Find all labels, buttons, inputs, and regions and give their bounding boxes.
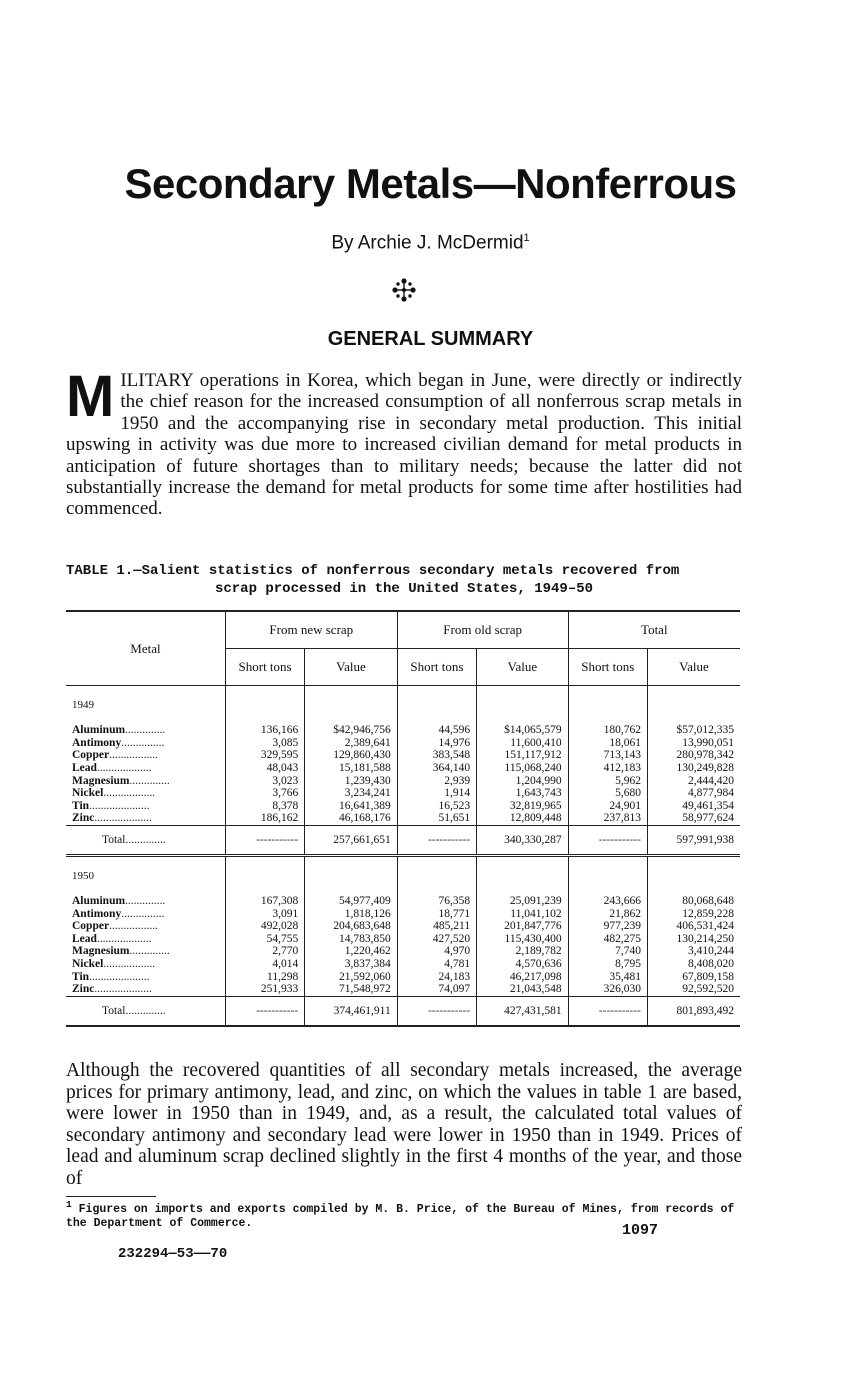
metal-name: Tin (72, 970, 90, 983)
dash-cell: ----------- (397, 996, 476, 1026)
cell: 54,755 (225, 933, 304, 946)
dash-cell: ----------- (568, 996, 647, 1026)
cell: 16,641,389 (305, 800, 398, 813)
metal-name: Antimony (72, 907, 122, 920)
dot-leader: .................... (94, 983, 152, 996)
total-cell: 801,893,492 (647, 996, 740, 1026)
dot-leader: ................. (109, 920, 158, 933)
cell: 412,183 (568, 762, 647, 775)
cell: 3,234,241 (305, 787, 398, 800)
total-row (66, 825, 740, 855)
cell: 3,023 (225, 774, 304, 787)
cell: 67,809,158 (647, 970, 740, 983)
dot-leader: .............. (125, 895, 166, 908)
metal-name: Tin (72, 799, 90, 812)
dot-leader: ................. (109, 749, 158, 762)
cell: 364,140 (397, 762, 476, 775)
dot-leader: .................. (103, 958, 156, 971)
dot-leader: ..................... (89, 799, 150, 812)
drop-cap: M (66, 364, 115, 429)
table-row (66, 970, 740, 983)
cell: 383,548 (397, 749, 476, 762)
cell: 2,389,641 (305, 737, 398, 750)
table-caption-line2: scrap processed in the United States, 1949–50 (214, 581, 594, 597)
cell: $57,012,335 (647, 724, 740, 737)
cell: 11,041,102 (477, 907, 569, 920)
dash-cell: ----------- (397, 825, 476, 855)
header-metal: Metal (66, 611, 225, 686)
cell: 280,978,342 (647, 749, 740, 762)
total-cell: 374,461,911 (305, 996, 398, 1026)
table-row (66, 895, 740, 908)
metal-name: Nickel (72, 787, 104, 800)
dash-cell: ----------- (225, 825, 304, 855)
cell: 92,592,520 (647, 983, 740, 996)
footnote-rule (66, 1196, 156, 1197)
cell: 11,298 (225, 970, 304, 983)
cell: 24,183 (397, 970, 476, 983)
cell: 8,378 (225, 800, 304, 813)
table-row (66, 737, 740, 750)
cell: 2,770 (225, 945, 304, 958)
cell: 3,766 (225, 787, 304, 800)
cell: 136,166 (225, 724, 304, 737)
header-group-old-scrap: From old scrap (397, 611, 568, 649)
cell: 5,680 (568, 787, 647, 800)
table-row (66, 800, 740, 813)
header-value: Value (647, 649, 740, 686)
cell: 115,430,400 (477, 933, 569, 946)
author-footnote-mark: 1 (523, 232, 530, 244)
cell: 115,068,240 (477, 762, 569, 775)
dot-leader: ..................... (89, 970, 150, 983)
cell: 129,860,430 (305, 749, 398, 762)
cell: 167,308 (225, 895, 304, 908)
dot-leader: .............. (125, 833, 166, 846)
cell: 48,043 (225, 762, 304, 775)
total-cell: 597,991,938 (647, 825, 740, 855)
cell: 15,181,588 (305, 762, 398, 775)
cell: 4,970 (397, 945, 476, 958)
table-caption (66, 562, 742, 598)
cell: 18,061 (568, 737, 647, 750)
year-row (66, 855, 740, 895)
metal-name: Magnesium (72, 774, 130, 787)
cell: 49,461,354 (647, 800, 740, 813)
cell: 24,901 (568, 800, 647, 813)
cell: 44,596 (397, 724, 476, 737)
dot-leader: .............. (129, 774, 170, 787)
table-row (66, 774, 740, 787)
dot-leader: ................... (96, 932, 152, 945)
table-row (66, 812, 740, 825)
cell: 11,600,410 (477, 737, 569, 750)
cell: 46,217,098 (477, 970, 569, 983)
body-paragraph: Although the recovered quantities of all secondary metals increased, the average prices for primary antimony, lead, and zinc, on which the values in table 1 are based, were lower in 1950 than in 1949, and, as a result, the calculated total values of secondary antimony and secondary lead were lower in 1950 than in 1949. Prices of lead and aluminum scrap declined slightly in the first 4 months of the year, and those of (66, 1060, 742, 1189)
total-row (66, 996, 740, 1026)
cell: 54,977,409 (305, 895, 398, 908)
cell: 243,666 (568, 895, 647, 908)
table-row (66, 958, 740, 971)
dot-leader: ............... (121, 907, 165, 920)
cell: 329,595 (225, 749, 304, 762)
cell: 427,520 (397, 933, 476, 946)
table-row (66, 749, 740, 762)
intro-paragraph (66, 364, 742, 520)
cell: 2,444,420 (647, 774, 740, 787)
table-row (66, 933, 740, 946)
cell: $42,946,756 (305, 724, 398, 737)
footnote-mark: 1 (66, 1199, 72, 1210)
metal-name: Nickel (72, 958, 104, 971)
cell: 1,643,743 (477, 787, 569, 800)
cell: 482,275 (568, 933, 647, 946)
metal-name: Aluminum (72, 895, 126, 908)
dot-leader: .............. (125, 724, 166, 737)
total-cell: 257,661,651 (305, 825, 398, 855)
header-short-tons: Short tons (397, 649, 476, 686)
section-heading: GENERAL SUMMARY (327, 328, 534, 350)
metal-name: Antimony (72, 736, 122, 749)
cell: 485,211 (397, 920, 476, 933)
cell: $14,065,579 (477, 724, 569, 737)
cell: 25,091,239 (477, 895, 569, 908)
dot-leader: .................... (94, 812, 152, 825)
year-row (66, 686, 740, 725)
cell: 4,877,984 (647, 787, 740, 800)
cell: 21,592,060 (305, 970, 398, 983)
header-short-tons: Short tons (225, 649, 304, 686)
cell: 71,548,972 (305, 983, 398, 996)
cell: 492,028 (225, 920, 304, 933)
cell: 2,189,782 (477, 945, 569, 958)
metal-name: Copper (72, 749, 110, 762)
cell: 326,030 (568, 983, 647, 996)
cell: 46,168,176 (305, 812, 398, 825)
cell: 130,249,828 (647, 762, 740, 775)
cell: 14,976 (397, 737, 476, 750)
cell: 21,862 (568, 907, 647, 920)
cell: 713,143 (568, 749, 647, 762)
dot-leader: .................. (103, 787, 156, 800)
dot-leader: ............... (121, 736, 165, 749)
header-value: Value (477, 649, 569, 686)
author-line (0, 232, 861, 254)
total-label: Total (102, 1004, 126, 1017)
cell: 130,214,250 (647, 933, 740, 946)
table-row (66, 983, 740, 996)
cell: 406,531,424 (647, 920, 740, 933)
cell: 51,651 (397, 812, 476, 825)
cell: 1,220,462 (305, 945, 398, 958)
cell: 251,933 (225, 983, 304, 996)
cell: 237,813 (568, 812, 647, 825)
cell: 5,962 (568, 774, 647, 787)
cell: 8,795 (568, 958, 647, 971)
dash-cell: ----------- (225, 996, 304, 1026)
cell: 3,091 (225, 907, 304, 920)
dot-leader: .............. (129, 945, 170, 958)
cell: 14,783,850 (305, 933, 398, 946)
total-label: Total (102, 833, 126, 846)
dot-leader: ................... (96, 762, 152, 775)
cell: 3,085 (225, 737, 304, 750)
cell: 35,481 (568, 970, 647, 983)
cell: 2,939 (397, 774, 476, 787)
table-row (66, 787, 740, 800)
table-row (66, 920, 740, 933)
cell: 32,819,965 (477, 800, 569, 813)
table-row (66, 907, 740, 920)
cell: 13,990,051 (647, 737, 740, 750)
metal-name: Copper (72, 920, 110, 933)
cell: 201,847,776 (477, 920, 569, 933)
total-cell: 427,431,581 (477, 996, 569, 1026)
header-group-total: Total (568, 611, 740, 649)
statistics-table (66, 610, 740, 1027)
cell: 151,117,912 (477, 749, 569, 762)
print-code: 232294—53——70 (118, 1246, 228, 1262)
metal-name: Lead (72, 762, 97, 775)
cell: 18,771 (397, 907, 476, 920)
cell: 1,818,126 (305, 907, 398, 920)
cell: 12,809,448 (477, 812, 569, 825)
cell: 74,097 (397, 983, 476, 996)
cell: 1,204,990 (477, 774, 569, 787)
cell: 21,043,548 (477, 983, 569, 996)
cell: 1,914 (397, 787, 476, 800)
metal-name: Zinc (72, 812, 95, 825)
cell: 4,781 (397, 958, 476, 971)
table-caption-line1: TABLE 1.—Salient statistics of nonferrous secondary metals recovered from (66, 563, 680, 579)
cell: 58,977,624 (647, 812, 740, 825)
header-group-new-scrap: From new scrap (225, 611, 397, 649)
cell: 12,859,228 (647, 907, 740, 920)
cell: 186,162 (225, 812, 304, 825)
cell: 4,570,636 (477, 958, 569, 971)
year-label: 1950 (66, 855, 225, 895)
table-row (66, 945, 740, 958)
cell: 16,523 (397, 800, 476, 813)
cell: 76,358 (397, 895, 476, 908)
cell: 80,068,648 (647, 895, 740, 908)
cell: 1,239,430 (305, 774, 398, 787)
cell: 8,408,020 (647, 958, 740, 971)
article-title: Secondary Metals—Nonferrous (124, 160, 737, 207)
total-cell: 340,330,287 (477, 825, 569, 855)
table-body (66, 686, 740, 1026)
header-value: Value (305, 649, 398, 686)
metal-name: Aluminum (72, 724, 126, 737)
footnote-text: Figures on imports and exports compiled by M. B. Price, of the Bureau of Mines, from records of the Department of Commerce. (66, 1202, 735, 1230)
cell: 3,410,244 (647, 945, 740, 958)
cell: 180,762 (568, 724, 647, 737)
table-row (66, 724, 740, 737)
page-number: 1097 (622, 1222, 659, 1239)
table-row (66, 762, 740, 775)
cell: 7,740 (568, 945, 647, 958)
cell: 3,837,384 (305, 958, 398, 971)
fleuron-icon (390, 276, 418, 304)
author-name: By Archie J. McDermid (331, 232, 524, 254)
metal-name: Zinc (72, 983, 95, 996)
metal-name: Magnesium (72, 945, 130, 958)
header-short-tons: Short tons (568, 649, 647, 686)
cell: 977,239 (568, 920, 647, 933)
dot-leader: .............. (125, 1004, 166, 1017)
cell: 4,014 (225, 958, 304, 971)
metal-name: Lead (72, 932, 97, 945)
year-label: 1949 (72, 699, 94, 711)
cell: 204,683,648 (305, 920, 398, 933)
dash-cell: ----------- (568, 825, 647, 855)
intro-text: ILITARY operations in Korea, which began in June, were directly or indirectly the chief reason for the increased consumption of all nonferrous scrap metals in 1950 and the accompanying rise in secondary metal production. This initial upswing in activity was due more to increased civilian demand for metal products in anticipation of future shortages than to military needs; because the latter did not substantially increase the demand for metal products for some time after hostilities had commenced. (66, 370, 742, 520)
